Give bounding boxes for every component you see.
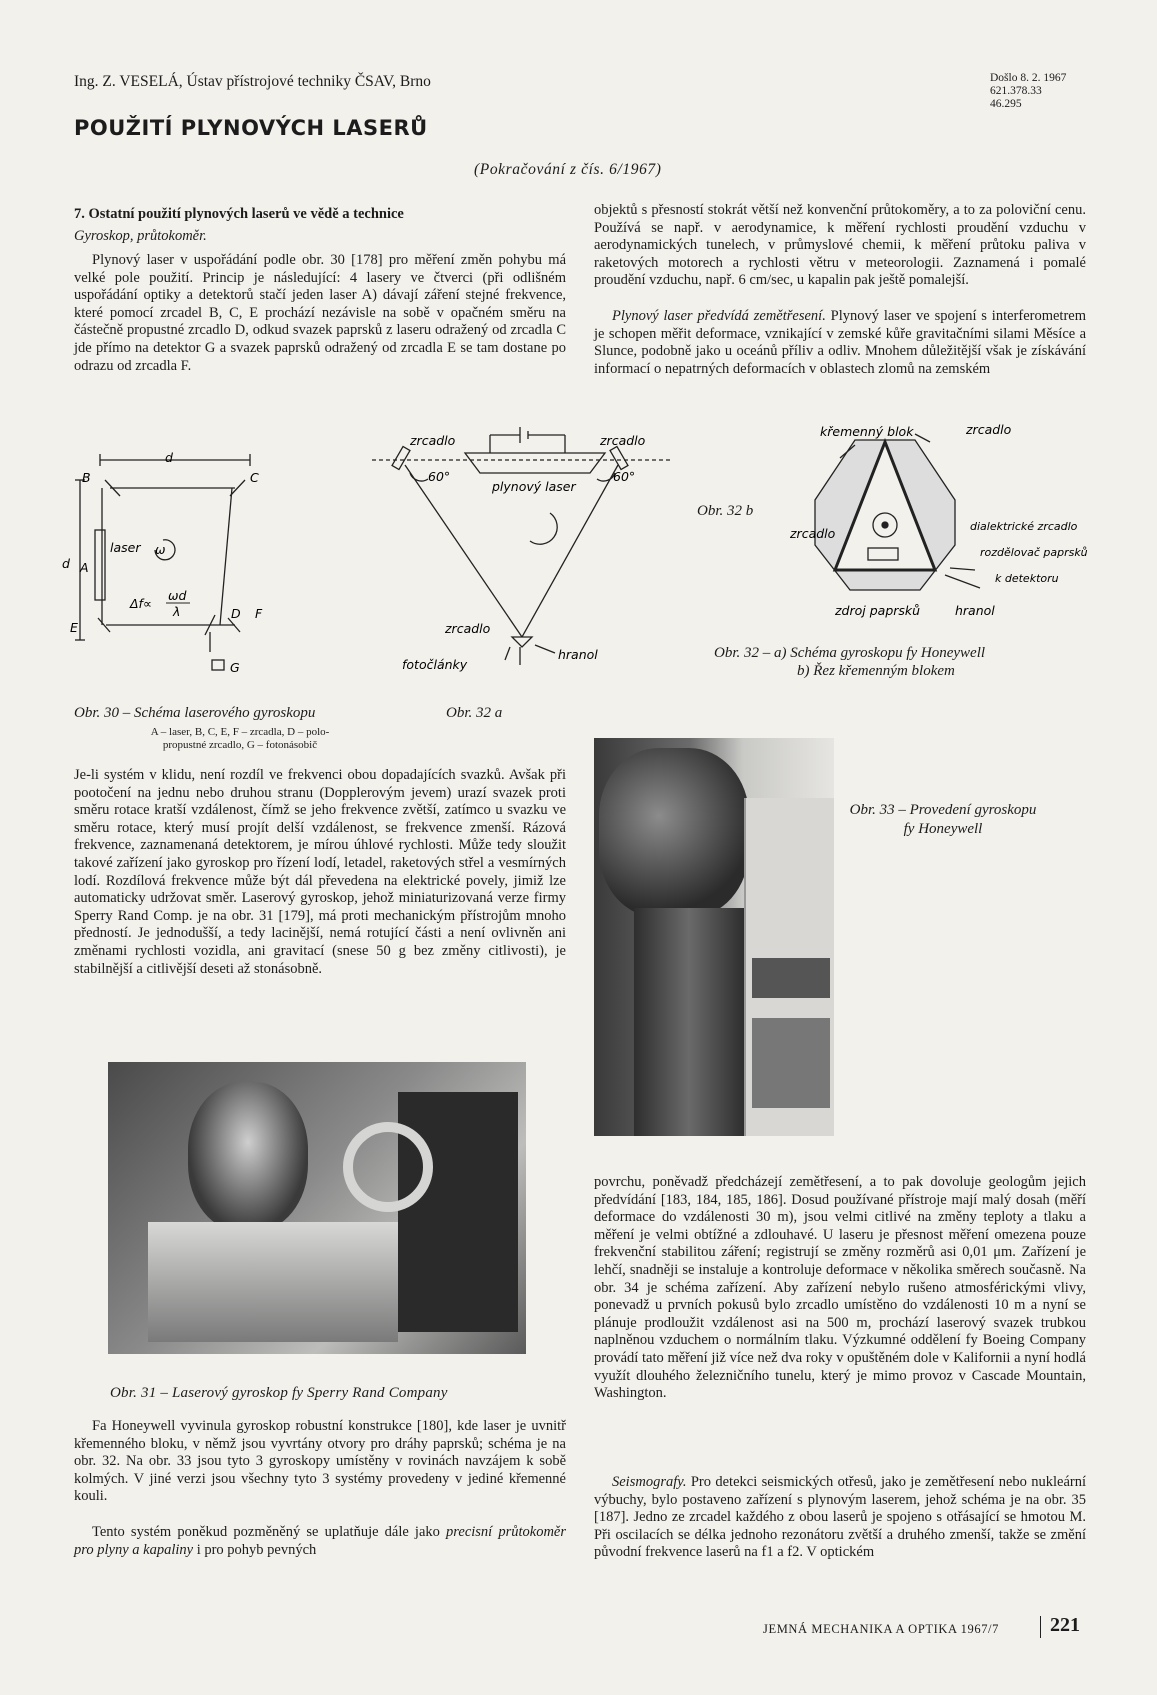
- fig32b-to-detector: k detektoru: [995, 572, 1059, 585]
- author-line: Ing. Z. VESELÁ, Ústav přístrojové techniky ČSAV, Brno: [74, 73, 431, 90]
- fig32a-photocells: fotočlánky: [402, 657, 468, 672]
- fig30-d-left: d: [62, 556, 70, 571]
- continuation-note: (Pokračování z čís. 6/1967): [474, 161, 662, 178]
- fig32b-block-text: křemenný blok: [820, 424, 914, 439]
- fig32a-mirror-left: zrcadlo: [410, 433, 456, 448]
- fig32b-dielectric-mirror: dialektrické zrcadlo: [970, 520, 1078, 533]
- fig30-laser-label: laser: [110, 540, 141, 555]
- paragraph-doppler: Je-li systém v klidu, není rozdíl ve frekvenci obou dopadajících svazků. Avšak při pootočení na jednu nebo druhou stranu (Dopplerovým jevem) urazí svazek proti směru rotace kratší vzdálenost, čímž se jeho frekvence zvětší, zatímco u svazku ve směru rotace, který musí projít delší vzdálenost, se frekvence zmenší. Rázová frekvence, zaznamenaná detektorem, je mírou úhlové rychlosti. Může tedy sloužit takové zařízení jako gyroskop pro řízení lodí, letadel, raketových střel a vesmírných lodí. Rozdílová frekvence může být dál převedena na elektrické povely, jimiž lze automaticky udržovat směr. Laserový gyroskop, jehož miniaturizovaná verze firmy Sperry Rand Comp. je na obr. 31 [179], má proti mechanickým přístrojům mnoho předností. Je jednodušší, a tedy lacinější, nemá rotující části a není ovlivněn ani změnami rychlosti vozidla, ani gravitací (snese 50 g bez změny citlivosti), je stabilnější a citlivější deseti až stonásobně.: [74, 767, 566, 977]
- paragraph-geology: povrchu, poněvadž předcházejí zemětřesení, a to pak dovoluje geologům jejich předvídání [183, 184, 185, 186]. Dosud používané přístroje mají malý dosah (měří deformace do vzdálenosti 30 m), jsou velmi citlivé na změny teploty a tlaku a měření je velmi obtížné a zdlouhavé. U laseru je přesnost měření omezena pouze frekvenční stabilitou záření; registrují se změny rozměrů asi 0,01 μm. Zařízení je lehčí, snadněji se instaluje a kontroluje deformace v několika směrech současně. Na obr. 34 je schéma zařízení. Aby zařízení nebylo rušeno atmosférickými vlivy, ponevadž u prvních pokusů bylo zrcadlo umístěno do vzdálenosti 10 m a nyní se plánuje prodloužit vzdálenost asi na 500 m, prochází laserový svazek trubkou naplněnou vzduchem o normálním tlaku. Výzkumné oddělení fy Boeing Company provádí tato měření již více než dva roky v opuštěném dole v Kalifornii a nyní hodlá využít dlouhého železničního tunelu, který je mimo provoz v Cascade Mountain, Washington.: [594, 1174, 1086, 1402]
- udc-code-1: 621.378.33: [990, 85, 1042, 97]
- section-subheading: Gyroskop, průtokoměr.: [74, 228, 207, 244]
- paragraph-body: Plynový laser ve spojení s interferometrem je schopen měřit deformace, vznikající v zemské kůře gravitačními silami Měsíce a Slunce, podobně jako u oceánů příliv a odliv. Mnohem důležitější však je získávání informací o nepatrných deformacích v oblastech zlomů na zemském: [594, 308, 1086, 377]
- fig30-label-G: G: [230, 660, 240, 675]
- fig30-label-E: E: [70, 620, 78, 635]
- figure-33-photo: [594, 738, 834, 1136]
- fig32a-laser-label: plynový laser: [492, 479, 576, 494]
- fig32a-mirror-bottom: zrcadlo: [445, 621, 491, 636]
- paragraph-earthquake: [594, 308, 1086, 378]
- fig30-formula-num: ωd: [168, 588, 187, 603]
- paragraph-lead: Plynový laser předvídá zemětřesení.: [612, 308, 826, 324]
- paragraph-honeywell: Fa Honeywell vyvinula gyroskop robustní konstrukce [180], kde laser je uvnitř křemenného bloku, v němž jsou vyvrtány otvory pro dráhy paprsků; schéma je na obr. 32. Na obr. 33 jsou tyto 3 gyroskopy umístěny v rovinách navzájem k sobě kolmých. V jiné verzi jsou všechny tyto 3 systémy provedeny v jediné křemenné kouli.: [74, 1418, 566, 1505]
- fig32a-angle-right: 60°: [613, 469, 636, 484]
- journal-name: JEMNÁ MECHANIKA A OPTIKA 1967/7: [763, 1622, 999, 1636]
- fig32b-prism: hranol: [955, 603, 995, 618]
- figure-31-photo: [108, 1062, 526, 1354]
- fig32a-mirror-right: zrcadlo: [600, 433, 646, 448]
- fig30-label-B: B: [82, 470, 91, 485]
- fig32b-caption: Obr. 32 b: [697, 503, 754, 519]
- fig30-caption: Obr. 30 – Schéma laserového gyroskopu: [74, 705, 316, 721]
- fig32b-block: [820, 424, 914, 439]
- paragraph-flowmeter: objektů s přesností stokrát větší než konvenční průtokoměry, a to za poloviční cenu. Používá se např. v aerodynamice, k měření rychlosti proudění vzduchu v aerodynamických tunelech, v průmyslové chemii, k měření průtoku paliva v raketových motorech a rychlosti větru v meteorologii. Zaznamená i pomalé proudění vzduchu, např. 6 cm/sec, u kapalin pak ještě pomalejší.: [594, 202, 1086, 289]
- fig32-caption-b: b) Řez křemenným blokem: [797, 663, 955, 679]
- fig30-d-top: d: [165, 450, 173, 465]
- fig30-label-D: D: [231, 606, 241, 621]
- receipt-info: [990, 72, 1066, 111]
- fig30-legend-line1: A – laser, B, C, E, F – zrcadla, D – polo-: [150, 726, 330, 738]
- fig32b-mirror-left: zrcadlo: [790, 526, 836, 541]
- fig30-omega: ω: [155, 542, 166, 557]
- paragraph-lead: Seismografy.: [612, 1474, 687, 1490]
- article-title: POUŽITÍ PLYNOVÝCH LASERŮ: [74, 116, 428, 140]
- received-date: Došlo 8. 2. 1967: [990, 72, 1067, 84]
- fig30-legend: [110, 726, 370, 752]
- fig32a-caption: Obr. 32 a: [446, 705, 503, 721]
- fig30-label-F: F: [255, 606, 263, 621]
- fig32-caption-a: Obr. 32 – a) Schéma gyroskopu fy Honeywell: [714, 645, 986, 661]
- fig30-formula-left: Δf∝: [130, 596, 152, 611]
- fig31-caption: Obr. 31 – Laserový gyroskop fy Sperry Rand Company: [110, 1385, 448, 1401]
- paragraph-emphasis: precisní průtokoměr pro plyny a kapaliny: [74, 1524, 566, 1558]
- udc-code-2: 46.295: [990, 98, 1022, 110]
- fig32b-splitter: rozdělovač paprsků: [980, 546, 1088, 559]
- fig32a-prism: hranol: [558, 647, 598, 662]
- fig32b-mirror-top: zrcadlo: [966, 422, 1012, 437]
- figure-30-diagram: [60, 440, 290, 680]
- footer-divider: [1040, 1616, 1041, 1638]
- paragraph-seismographs: [594, 1474, 1086, 1562]
- figure-32b-diagram: [780, 420, 1120, 620]
- paragraph-part: Tento systém poněkud pozměněný se uplatňuje dále jako: [92, 1524, 447, 1540]
- fig30-label-A: A: [80, 560, 89, 575]
- fig32b-source: zdroj paprsků: [835, 603, 921, 618]
- paragraph-gyroscope-principle: Plynový laser v uspořádání podle obr. 30 [178] pro měření změn pohybu má velké pole použití. Princip je následující: 4 lasery ve čtverci (při odlišném uspořádání optiky a detektorů stačí jeden laser A) dávají záření stejné frekvence, které pomocí zrcadel B, C, E prochází nezávisle na sobě v opačném směru na částečně propustné zrcadlo D, odkud svazek paprsků z laseru odražený od zrcadla C jde přímo na detektor G a svazek paprsků odražený od zrcadla E se tam dostane po odrazu od zrcadla F.: [74, 252, 566, 374]
- paragraph-body: Pro detekci seismických otřesů, jako je zemětřesení nebo nukleární výbuchy, bylo postaveno zařízení s plynovým laserem, jehož schéma je na obr. 35 [187]. Jedno ze zrcadel každého z obou laserů je spojeno s otřásající se hmotou M. Při oscilacích se délka jednoho rezonátoru zvětší a druhého zmenší, takže se změní původní frekvence laserů na f1 a f2. V optickém: [594, 1474, 1086, 1561]
- fig33-caption: Obr. 33 – Provedení gyroskopu fy Honeywell: [849, 802, 1037, 837]
- fig30-formula-den: λ: [173, 604, 181, 619]
- fig30-label-C: C: [250, 470, 259, 485]
- section-heading: 7. Ostatní použití plynových laserů ve vědě a technice: [74, 206, 404, 222]
- fig30-legend-line2: propustné zrcadlo, G – fotonásobič: [162, 739, 318, 751]
- page-number: 221: [1050, 1614, 1080, 1636]
- paragraph-part: i pro pohyb pevných: [193, 1541, 317, 1558]
- figure-32a-diagram: [370, 425, 690, 695]
- paragraph-flowmeter-intro: [74, 1524, 566, 1559]
- fig32a-angle-left: 60°: [428, 469, 451, 484]
